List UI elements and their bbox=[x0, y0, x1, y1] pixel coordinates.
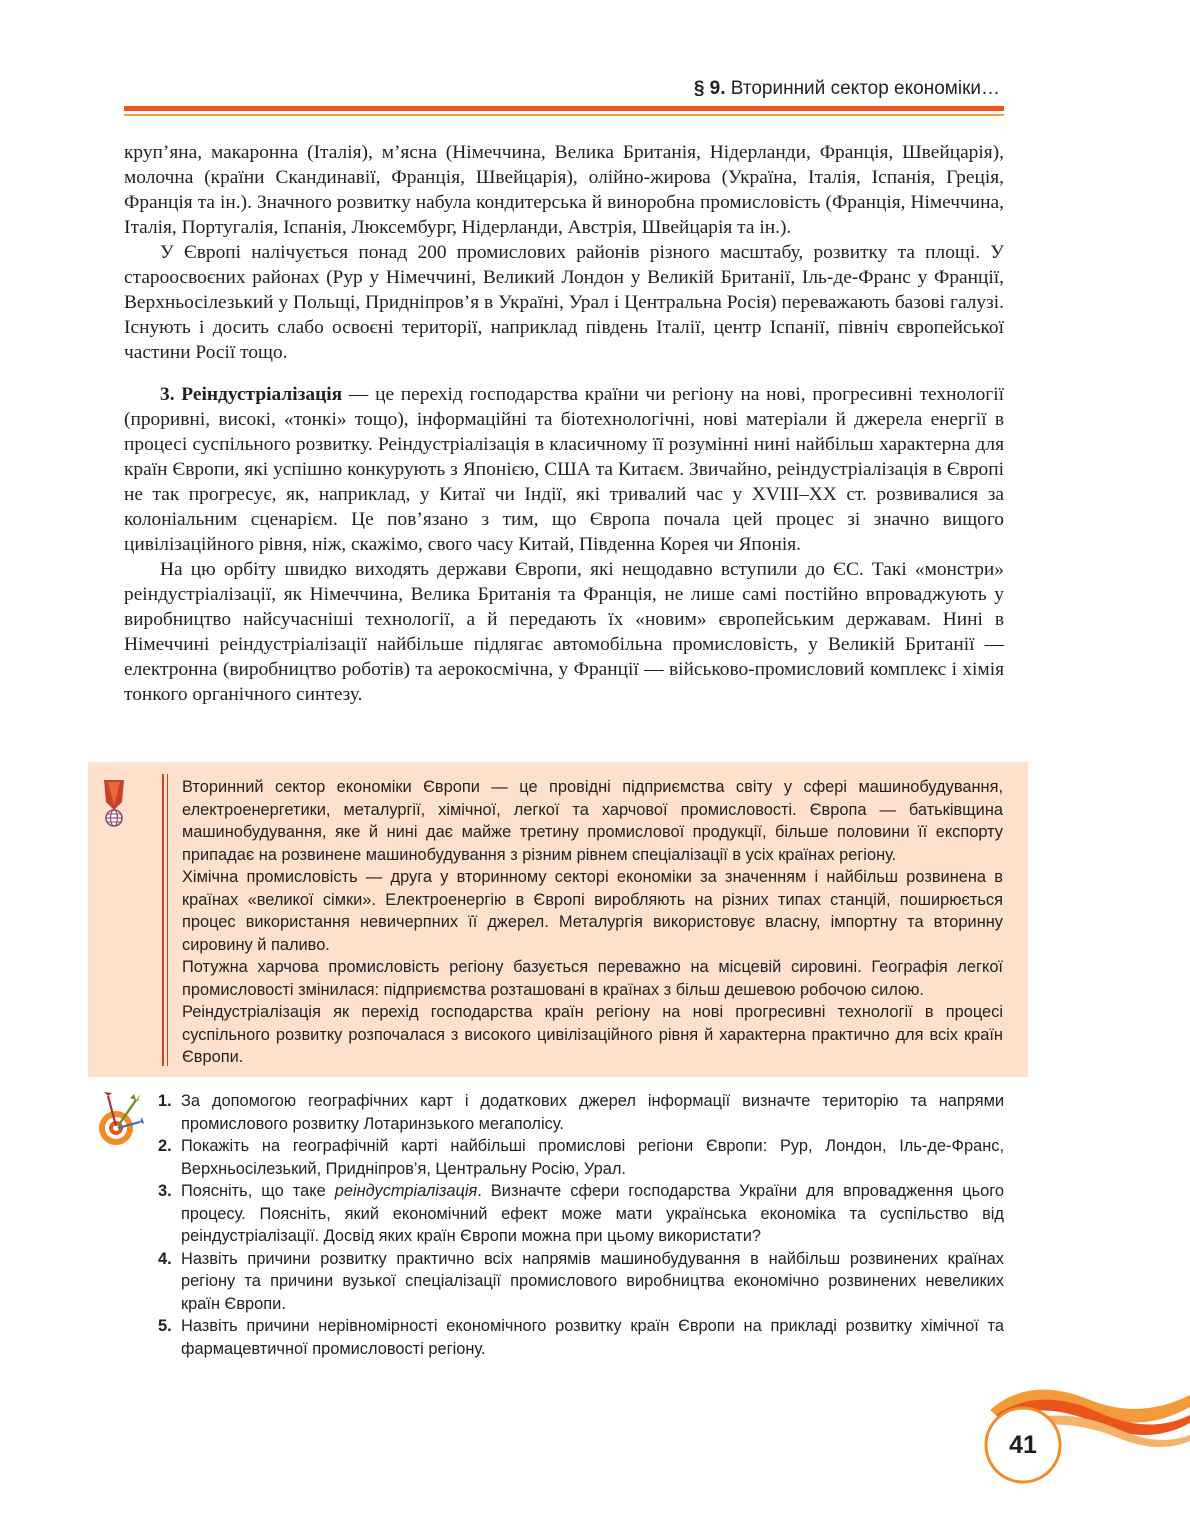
question-text bbox=[181, 1182, 1004, 1245]
summary-paragraph: Вторинний сектор економіки Європи — це провідні підприємства світу у сфері машинобудування, електроенергетики, металургії, хімічної, легкої та харчової промисловості. Європа — батьківщина машинобудування, яке й нині дає майже третину промислової продукції, більше половини її експорту припадає на розвинене машинобудування з різним рівнем спеціалізації в усіх країнах регіону. bbox=[182, 778, 1003, 864]
question-item bbox=[158, 1180, 1004, 1248]
paragraph: круп’яна, макаронна (Італія), м’ясна (Німеччина, Велика Британія, Нідерланди, Франція, Швейцарія), молочна (країни Скандинавії, Франція, Швейцарія), олійно-жирова (Україна, Італія, Іспанія, Греція, Франція та ін.). Значного розвитку набула кондитерська й виноробна промисловість (Франція, Німеччина, Італія, Португалія, Іспанія, Люксембург, Нідерланди, Австрія, Швейцарія та ін.). bbox=[124, 142, 1004, 238]
question-number: 3. bbox=[158, 1182, 172, 1200]
question-text: Назвіть причини нерівномірності економічного розвитку країн Європи на прикладі розвитку хімічної та фармацевтичної промисловості регіону. bbox=[181, 1317, 1004, 1358]
questions-list bbox=[158, 1090, 1004, 1360]
running-head bbox=[694, 78, 1000, 100]
question-item bbox=[158, 1135, 1004, 1180]
question-text-part: . Визначте сфери господарства України для впровадження цього процесу. Поясніть, який економічний ефект може мати українська економіка та суспільство від реіндустріалізації. Досвід яких країн Європи можна при цьому використати? bbox=[181, 1182, 1005, 1245]
section-title: Вторинний сектор економіки… bbox=[730, 78, 1000, 99]
summary-box bbox=[88, 762, 1028, 1077]
question-item bbox=[158, 1248, 1004, 1316]
summary-paragraph: Реіндустріалізація як перехід господарства країн регіону на нові прогресивні технології в процесі суспільного розвитку розпочалася з високого цивілізаційного рівня й характерна практично для всіх країн Європи. bbox=[182, 1003, 1003, 1066]
question-text: Назвіть причини розвитку практично всіх напрямів машинобудування в найбільш розвинених країнах регіону та причини вузької спеціалізації промислового виробництва економічно розвинених невеликих країн Європи. bbox=[181, 1249, 1004, 1313]
question-text: За допомогою географічних карт і додаткових джерел інформації визначте територію та напрями промислового розвитку Лотаринзького мегаполісу. bbox=[181, 1092, 1004, 1133]
target-arrows-icon bbox=[94, 1090, 144, 1148]
paragraph: На цю орбіту швидко виходять держави Європи, які нещодавно вступили до ЄС. Такі «монстри» реіндустріалізації, як Німеччина, Велика Британія та Франція, не лише самі постійно впроваджують у виробництво найсучасніші технології, а й передають їх «новим» європейським державам. Нині в Німеччині реіндустріалізації найбільше підлягає автомобільна промисловість, у Великій Британії — електронна (виробництво роботів) та аерокосмічна, у Франції — військово-промисловий комплекс і хімія тонкого органічного синтезу. bbox=[124, 559, 1004, 705]
summary-paragraph: Хімічна промисловість — друга у вторинному секторі економіки за значенням і найбільш розвинена в країнах «великої сімки». Електроенергію в Європі виробляють на різних типах станцій, поширюється процес використання невичерпних її джерел. Металургія використовує власну, імпортну та вторинну сировину й паливо. bbox=[182, 868, 1003, 954]
question-item bbox=[158, 1090, 1004, 1135]
question-term: реіндустріалізація bbox=[334, 1182, 478, 1200]
question-number: 1. bbox=[158, 1092, 172, 1110]
section-text: — це перехід господарства країни чи регіону на нові, прогресивні технології (проривні, високі, «тонкі» тощо), інформаційні та біотехнологічні, нові матеріали й джерела енергії в процесі суспільного розвитку. Реіндустріалізація в класичному її розумінні нині найбільш характерна для країн Європи, які успішно конкурують з Японією, США та Китаєм. Звичайно, реіндустріалізація в Європі не так прогресує, як, наприклад, у Китаї чи Індії, які тривалий час у XVIII–XX ст. розвивалися за колоніальним сценарієм. Це пов’язано з тим, що Європа почала цей процес зі значно вищого цивілізаційного рівня, ніж, скажімо, свого часу Китай, Південна Корея чи Японія. bbox=[124, 384, 1004, 555]
page-header bbox=[124, 76, 1004, 118]
section-term: 3. Реіндустріалізація bbox=[160, 384, 343, 405]
summary-rule bbox=[162, 774, 164, 1066]
page-number: 41 bbox=[1009, 1430, 1037, 1459]
medal-globe-icon bbox=[102, 780, 126, 830]
question-text: Покажіть на географічній карті найбільші промислові регіони Європи: Рур, Лондон, Іль-де-Франс, Верхньосілезький, Придніпров’я, Центральну Росію, Урал. bbox=[181, 1137, 1004, 1178]
summary-rule-thin bbox=[167, 774, 168, 1066]
header-rule bbox=[124, 106, 1004, 111]
question-text-part: Поясніть, що таке bbox=[181, 1182, 335, 1200]
question-number: 4. bbox=[158, 1249, 172, 1268]
summary-text bbox=[182, 776, 1003, 1069]
paragraph: У Європі налічується понад 200 промислових районів різного масштабу, розвитку та площі. У староосвоєних районах (Рур у Німеччині, Великий Лондон у Великій Британії, Іль-де-Франс у Франції, Верхньосілезький у Польщі, Придніпров’я в Україні, Урал і Центральна Росія) переважають базові галузі. Існують і досить слабо освоєні території, наприклад південь Італії, центр Іспанії, північ європейської частини Росії тощо. bbox=[124, 242, 1004, 363]
section-paragraph bbox=[124, 382, 1004, 557]
header-rule-thin bbox=[124, 114, 1004, 116]
summary-paragraph: Потужна харчова промисловість регіону базується переважно на місцевій сировині. Географія легкої промисловості змінилася: підприємства розташовані в країнах з більш дешевою робочою силою. bbox=[182, 958, 1003, 999]
question-number: 5. bbox=[158, 1317, 172, 1335]
section-number: § 9. bbox=[693, 78, 726, 99]
main-text bbox=[124, 140, 1004, 707]
question-item bbox=[158, 1315, 1004, 1360]
question-number: 2. bbox=[158, 1137, 172, 1155]
